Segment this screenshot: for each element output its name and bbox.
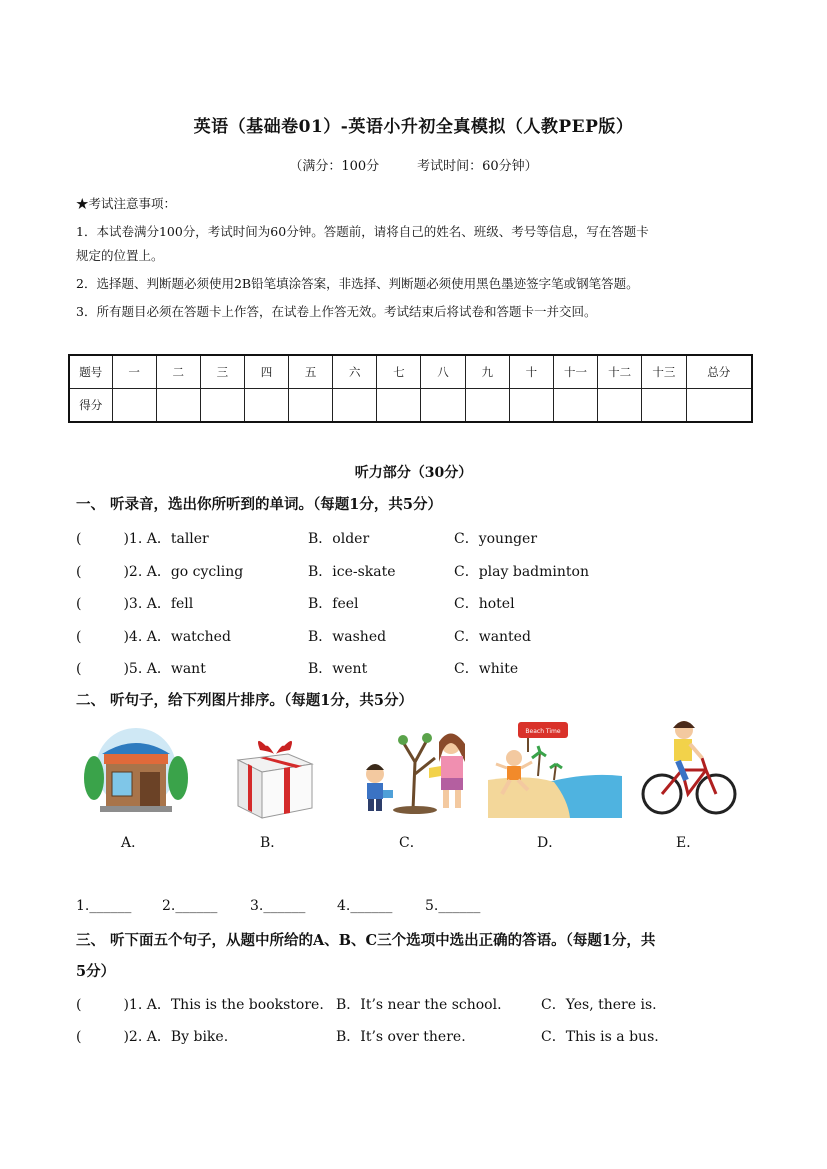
notice-item: 规定的位置上。: [76, 248, 164, 263]
score-input-cell[interactable]: [642, 389, 686, 423]
question-option-c: C．play badminton: [454, 564, 589, 580]
score-cell: 十三: [642, 355, 686, 389]
score-cell: 六: [333, 355, 377, 389]
section3-heading-cont: 5分）: [76, 963, 116, 980]
score-input-cell[interactable]: [244, 389, 288, 423]
notice-heading: ★考试注意事项：: [76, 196, 177, 211]
score-cell: 三: [200, 355, 244, 389]
question-row: [76, 528, 756, 552]
score-cell: 五: [289, 355, 333, 389]
section1-heading: 一、 听录音，选出你所听到的单词。（每题1分，共5分）: [76, 496, 442, 513]
score-cell: 十一: [553, 355, 597, 389]
notice-item: 2．选择题、判断题必须使用2B铅笔填涂答案，非选择、判断题必须使用黑色墨迹签字笔或钢笔答题。: [76, 276, 639, 291]
question-option-a: ( )1. A．This is the bookstore.: [76, 997, 324, 1013]
bookstore-image: [84, 726, 188, 814]
answer-blank[interactable]: 4.______: [337, 898, 393, 914]
score-row-label: 得分: [69, 389, 112, 423]
score-table-header-row: [69, 355, 752, 389]
question-option-a: ( )4. A．watched: [76, 629, 231, 645]
question-option-a: ( )2. A．By bike.: [76, 1029, 229, 1045]
score-table-score-row: [69, 389, 752, 423]
question-option-b: B．washed: [308, 629, 387, 645]
answer-blank[interactable]: 2.______: [162, 898, 218, 914]
page-title: 英语（基础卷01）-英语小升初全真模拟（人教PEP版）: [193, 117, 634, 137]
question-option-c: C．This is a bus.: [541, 1029, 659, 1045]
score-cell: 七: [377, 355, 421, 389]
score-cell: 八: [421, 355, 465, 389]
listening-title: 听力部分（30分）: [354, 465, 473, 481]
score-input-cell[interactable]: [289, 389, 333, 423]
picture-label-d: D．: [537, 835, 563, 851]
score-cell: 十二: [598, 355, 642, 389]
notice-item: 1．本试卷满分100分，考试时间为60分钟。答题前，请将自己的姓名、班级、考号等信息，写在答题卡: [76, 224, 649, 239]
score-input-cell[interactable]: [598, 389, 642, 423]
score-input-cell[interactable]: [686, 389, 752, 423]
question-option-c: C．younger: [454, 531, 538, 547]
score-cell: 十: [509, 355, 553, 389]
gift-box-image: [232, 736, 318, 822]
beach-image: [488, 718, 622, 818]
score-input-cell[interactable]: [200, 389, 244, 423]
score-cell: 题号: [69, 355, 112, 389]
question-row: [76, 561, 756, 585]
notice-block: [76, 192, 756, 324]
section2-heading: 二、 听句子，给下列图片排序。（每题1分，共5分）: [76, 692, 413, 709]
score-cell: 二: [156, 355, 200, 389]
question-option-c: C．hotel: [454, 596, 515, 612]
question-row: [76, 658, 756, 682]
score-table: [68, 354, 753, 423]
full-score: （满分：100分: [289, 159, 380, 174]
picture-label-e: E．: [676, 835, 701, 851]
exam-time: 考试时间：60分钟）: [417, 159, 538, 174]
question-option-a: ( )1. A．taller: [76, 531, 209, 547]
planting-tree-image: [355, 722, 477, 814]
question-option-b: B．feel: [308, 596, 359, 612]
question-option-b: B．It’s near the school.: [336, 997, 502, 1013]
score-input-cell[interactable]: [112, 389, 156, 423]
question-option-a: ( )2. A．go cycling: [76, 564, 244, 580]
score-input-cell[interactable]: [377, 389, 421, 423]
picture-label-c: C．: [399, 835, 424, 851]
question-option-a: ( )3. A．fell: [76, 596, 194, 612]
score-input-cell[interactable]: [465, 389, 509, 423]
cycling-girl-image: [640, 716, 738, 818]
beach-sign-text: Beach Time: [525, 728, 561, 735]
question-option-b: B．older: [308, 531, 370, 547]
question-option-b: B．went: [308, 661, 368, 677]
answer-blank[interactable]: 3.______: [250, 898, 306, 914]
question-row: [76, 626, 756, 650]
score-input-cell[interactable]: [421, 389, 465, 423]
notice-item: 3．所有题目必须在答题卡上作答，在试卷上作答无效。考试结束后将试卷和答题卡一并交回。: [76, 304, 597, 319]
score-input-cell[interactable]: [156, 389, 200, 423]
question-option-a: ( )5. A．want: [76, 661, 206, 677]
score-cell: 一: [112, 355, 156, 389]
answer-blank[interactable]: 5.______: [425, 898, 481, 914]
score-input-cell[interactable]: [553, 389, 597, 423]
question-row: [76, 593, 756, 617]
question-row: [76, 1026, 756, 1050]
picture-label-a: A．: [121, 835, 146, 851]
question-option-c: C．white: [454, 661, 519, 677]
answer-blank[interactable]: 1.______: [76, 898, 132, 914]
section3-heading: 三、 听下面五个句子，从题中所给的A、B、C三个选项中选出正确的答语。（每题1分，共: [76, 932, 656, 949]
question-option-c: C．Yes, there is.: [541, 997, 657, 1013]
score-cell: 四: [244, 355, 288, 389]
score-cell: 总分: [686, 355, 752, 389]
question-option-b: B．It’s over there.: [336, 1029, 466, 1045]
score-input-cell[interactable]: [509, 389, 553, 423]
picture-label-b: B．: [260, 835, 285, 851]
question-option-b: B．ice-skate: [308, 564, 396, 580]
exam-info: [0, 155, 827, 174]
score-cell: 九: [465, 355, 509, 389]
score-input-cell[interactable]: [333, 389, 377, 423]
question-row: [76, 994, 756, 1018]
question-option-c: C．wanted: [454, 629, 531, 645]
